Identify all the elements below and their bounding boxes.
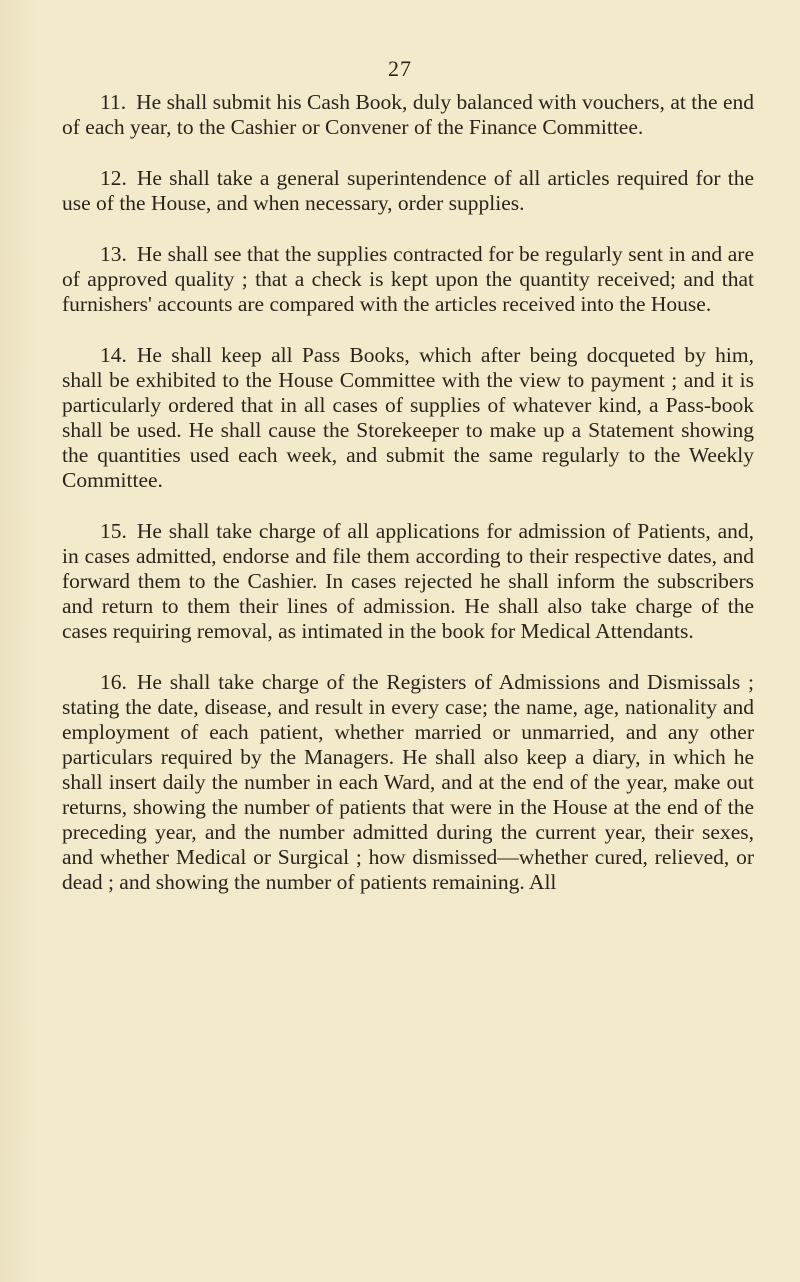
paragraph-number: 11. bbox=[100, 90, 127, 114]
paragraph-number: 16. bbox=[100, 670, 127, 694]
paragraph-text: He shall take charge of all applications for admission of Patients, and, in cases admitted, endorse and file them according to their respective dates, and forward them to the Cashier. In cases rejected he shall inform the subscribers and return to them their lines of admission. He shall also take charge of the cases requiring removal, as intimated in the book for Medical Attendants. bbox=[62, 519, 754, 643]
paragraph-11 bbox=[62, 90, 754, 140]
paragraph-text: He shall see that the supplies contracted for be regularly sent in and are of approved quality ; that a check is kept upon the quantity received; and that furnishers' accounts are compared with the articles received into the House. bbox=[62, 242, 754, 316]
paragraph-text: He shall submit his Cash Book, duly balanced with vouchers, at the end of each year, to the Cashier or Convener of the Finance Committee. bbox=[62, 90, 754, 139]
page-number: 27 bbox=[388, 56, 412, 81]
page-content bbox=[62, 90, 754, 921]
paragraph-text: He shall take a general superintendence of all articles required for the use of the House, and when necessary, order supplies. bbox=[62, 166, 754, 215]
paragraph-number: 12. bbox=[100, 166, 127, 190]
paragraph-14 bbox=[62, 343, 754, 493]
paragraph-number: 14. bbox=[100, 343, 127, 367]
paragraph-text: He shall keep all Pass Books, which after being docqueted by him, shall be exhibited to the House Committee with the view to payment ; and it is particularly ordered that in all cases of supplies of whatever kind, a Pass-book shall be used. He shall cause the Storekeeper to make up a Statement showing the quantities used each week, and submit the same regularly to the Weekly Committee. bbox=[62, 343, 754, 492]
paragraph-number: 15. bbox=[100, 519, 127, 543]
paragraph-12 bbox=[62, 166, 754, 216]
paragraph-text: He shall take charge of the Registers of Admissions and Dismissals ; stating the date, disease, and result in every case; the name, age, nationality and employment of each patient, whether married or unmarried, and any other particulars required by the Managers. He shall also keep a diary, in which he shall insert daily the number in each Ward, and at the end of the year, make out returns, showing the number of patients that were in the House at the end of the preceding year, and the number admitted during the current year, their sexes, and whether Medical or Surgical ; how dismissed—whether cured, relieved, or dead ; and showing the number of patients remaining. All bbox=[62, 670, 754, 894]
paragraph-number: 13. bbox=[100, 242, 127, 266]
paragraph-15 bbox=[62, 519, 754, 644]
paragraph-16 bbox=[62, 670, 754, 895]
paragraph-13 bbox=[62, 242, 754, 317]
